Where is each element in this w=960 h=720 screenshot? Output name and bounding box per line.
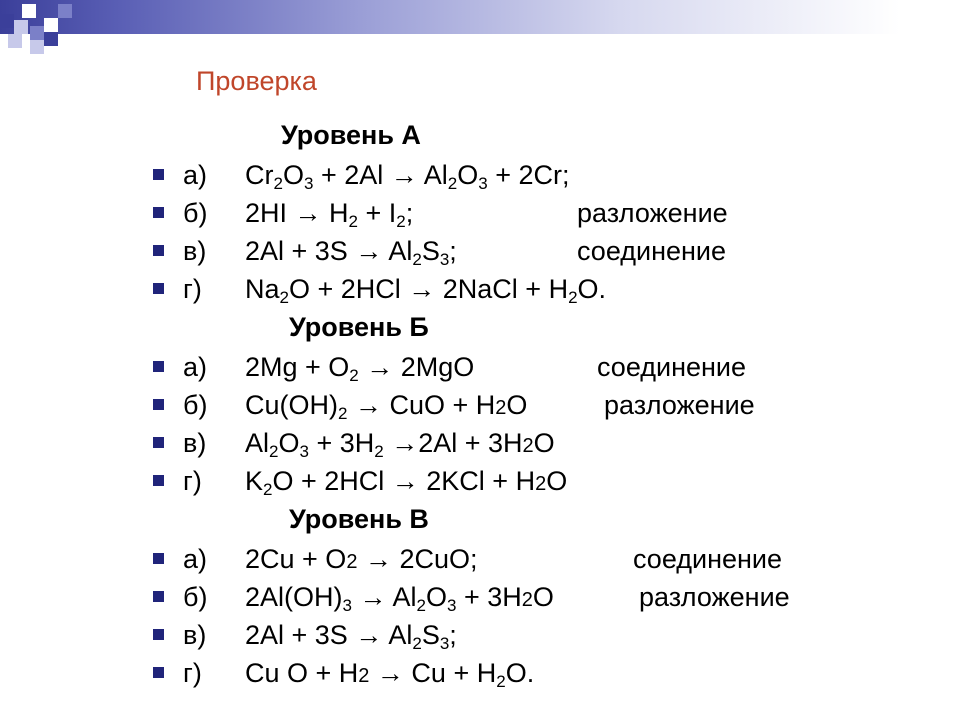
reaction-type: разложение [639, 582, 790, 612]
deco-square [58, 4, 72, 18]
reaction-formula: $Cu(OH)_2$ → CuO + H2O [245, 390, 528, 423]
bullet-icon [153, 591, 164, 602]
deco-square [30, 26, 44, 40]
deco-square [22, 4, 36, 18]
reaction-formula: $2Al + 3S \to Al_2S_3$; [245, 620, 457, 653]
bullet-icon [153, 399, 164, 410]
reaction-formula: Cu $O + H2 \to Cu + H_2O$. [245, 658, 535, 691]
item-letter: г) [183, 658, 202, 688]
bullet-icon [153, 361, 164, 372]
bullet-icon [153, 245, 164, 256]
item-letter: а) [183, 544, 208, 574]
level-heading-v: Уровень В [289, 504, 429, 534]
item-letter: а) [183, 160, 208, 190]
bullet-icon [153, 169, 164, 180]
reaction-type: соединение [577, 236, 727, 266]
bullet-icon [153, 667, 164, 678]
reaction-formula: $2Al + 3S \to Al_2S_3$; [245, 236, 457, 269]
item-letter: г) [183, 274, 202, 304]
reaction-type: разложение [604, 390, 755, 420]
slide-title: Проверка [196, 66, 317, 96]
item-letter: в) [183, 236, 207, 266]
reaction-formula: $2HI \to H_2 + I_2$; [245, 198, 414, 231]
header-gradient-bar [0, 0, 960, 34]
deco-square [14, 20, 28, 34]
item-letter: б) [183, 198, 208, 228]
item-letter: а) [183, 352, 208, 382]
item-letter: в) [183, 620, 207, 650]
item-letter: б) [183, 390, 208, 420]
reaction-formula: $Al_2O_3 + 3H_2 \to 2Al + 3H2O$ [245, 428, 555, 461]
bullet-icon [153, 207, 164, 218]
deco-square [8, 34, 22, 48]
reaction-formula: $2Al(OH)_3 \to Al_2O_3 + 3H2O$ [245, 582, 554, 615]
bullet-icon [153, 629, 164, 640]
reaction-type: соединение [597, 352, 747, 382]
reaction-type: соединение [633, 544, 783, 574]
bullet-icon [153, 283, 164, 294]
reaction-type: разложение [577, 198, 728, 228]
item-letter: б) [183, 582, 208, 612]
bullet-icon [153, 475, 164, 486]
level-heading-b: Уровень Б [289, 312, 429, 342]
deco-square [0, 14, 14, 28]
reaction-formula: $K_2O + 2HCl \to 2KCl + H2O$ [245, 466, 568, 499]
reaction-formula: $Cr_2O_3 + 2Al \to Al_2O_3 + 2Cr$; [245, 160, 570, 193]
item-letter: г) [183, 466, 202, 496]
bullet-icon [153, 437, 164, 448]
level-heading-a: Уровень А [281, 120, 421, 150]
reaction-formula: 2Cu + O2 → 2CuO; [245, 544, 478, 574]
reaction-formula: $2Mg + O_2 \to 2MgO$ [245, 352, 475, 385]
deco-square [30, 40, 44, 54]
deco-square [44, 32, 58, 46]
bullet-icon [153, 553, 164, 564]
reaction-formula: $Na_2O + 2HCl$ → 2NaCl + $H_2O$. [245, 274, 607, 307]
item-letter: в) [183, 428, 207, 458]
deco-square [44, 18, 58, 32]
